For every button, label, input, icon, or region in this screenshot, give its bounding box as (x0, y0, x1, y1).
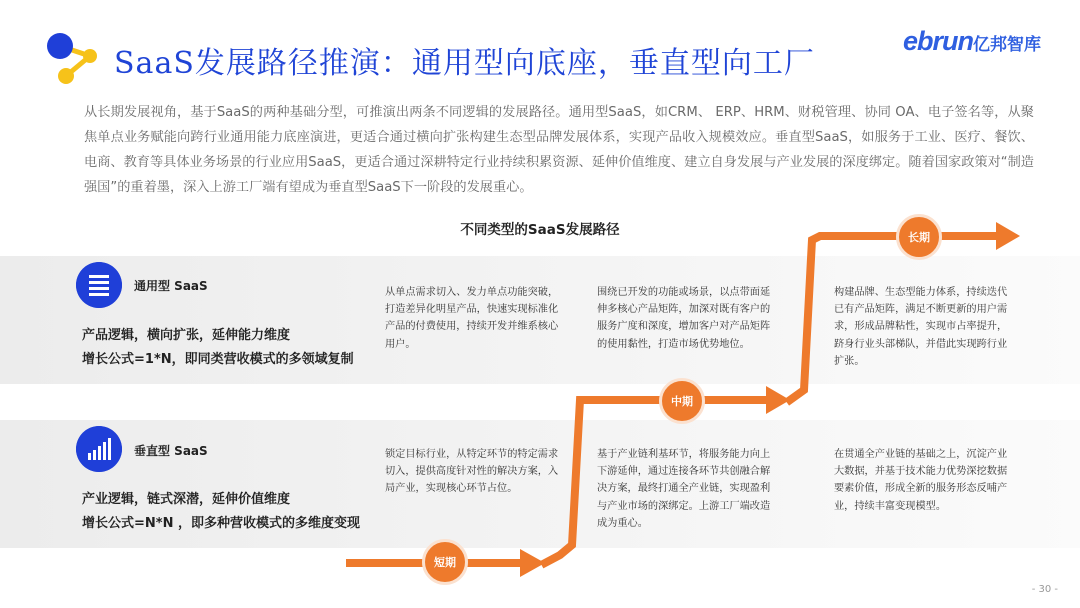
page-title: SaaS发展路径推演：通用型向底座，垂直型向工厂 (114, 46, 815, 81)
general-mid-desc: 围绕已开发的功能或场景，以点带面延伸多核心产品矩阵，加深对既有客户的服务广度和深度，增加客户对产品矩阵的使用黏性，打造市场优势地位。 (597, 287, 771, 350)
general-long-desc: 构建品牌、生态型能力体系，持续迭代已有产品矩阵，满足不断更新的用户需求，形成品牌粘性，实现市占率提升，跻身行业头部梯队，并借此实现跨行业扩张。 (834, 287, 1008, 367)
vertical-short-desc: 锁定目标行业，从特定环节的特定需求切入，提供高度针对性的解决方案，入局产业，实现核心环节占位。 (385, 449, 559, 495)
list-icon (76, 262, 122, 308)
arrow-head-mid (766, 386, 790, 414)
page-number: - 30 - (1031, 584, 1058, 595)
brand-cn: 亿邦智库 (973, 35, 1042, 55)
general-saas-label: 通用型 SaaS (134, 279, 208, 293)
general-short-desc: 从单点需求切入、发力单点功能突破，打造差异化明星产品，快速实现标准化产品的付费使用，持续开发并维系核心用户。 (385, 287, 559, 350)
vertical-mid-desc: 基于产业链利基环节，将服务能力向上下游延伸，通过连接各环节共创融合解决方案，最终打通全产业链，实现盈利与产业市场的深绑定。上游工厂端改造成为重心。 (597, 449, 771, 529)
brand-latin: ebrun (903, 26, 974, 56)
arrow-head-long (996, 222, 1020, 250)
vertical-logic-line: 产业逻辑，链式深潜，延伸价值维度 (82, 492, 291, 507)
vertical-logic (82, 488, 360, 536)
intro-paragraph: 从长期发展视角，基于SaaS的两种基础分型，可推演出两条不同逻辑的发展路径。通用型SaaS，如CRM、 ERP、HRM、财税管理、协同 OA、电子签名等，从聚焦单点业务赋能向跨行业通用能力底座演进，更适合通过横向扩张构建生态型品牌发展体系，实现产品收入规模效应。垂直型SaaS，如服务于工业、医疗、餐饮、电商、教育等具体业务场景的行业应用SaaS，更适合通过深耕特定行业持续积累资源、延伸价值维度、建立自身发展与产业发展的深度绑定。随着国家政策对“制造强国”的重着墨，深入上游工厂端有望成为垂直型SaaS下一阶段的发展重心。 (84, 105, 1034, 195)
general-formula-line: 增长公式=1*N，即同类营收模式的多领域复制 (82, 352, 354, 367)
arrow-head-short (520, 549, 545, 577)
general-logic (82, 324, 354, 372)
stage-long-badge: 长期 (896, 214, 942, 260)
stage-mid-badge: 中期 (659, 378, 705, 424)
vertical-long-desc: 在贯通全产业链的基础之上，沉淀产业大数据，并基于技术能力优势深挖数据要素价值，形成全新的服务形态反哺产业，持续丰富变现模型。 (834, 449, 1008, 512)
general-logic-line: 产品逻辑，横向扩张，延伸能力维度 (82, 328, 291, 343)
diagram-title: 不同类型的SaaS发展路径 (460, 222, 620, 238)
vertical-saas-label: 垂直型 SaaS (134, 444, 208, 458)
stage-short-badge: 短期 (422, 539, 468, 585)
bar-chart-icon (76, 426, 122, 472)
vertical-formula-line: 增长公式=N*N ，即多种营收模式的多维度变现 (82, 516, 360, 531)
